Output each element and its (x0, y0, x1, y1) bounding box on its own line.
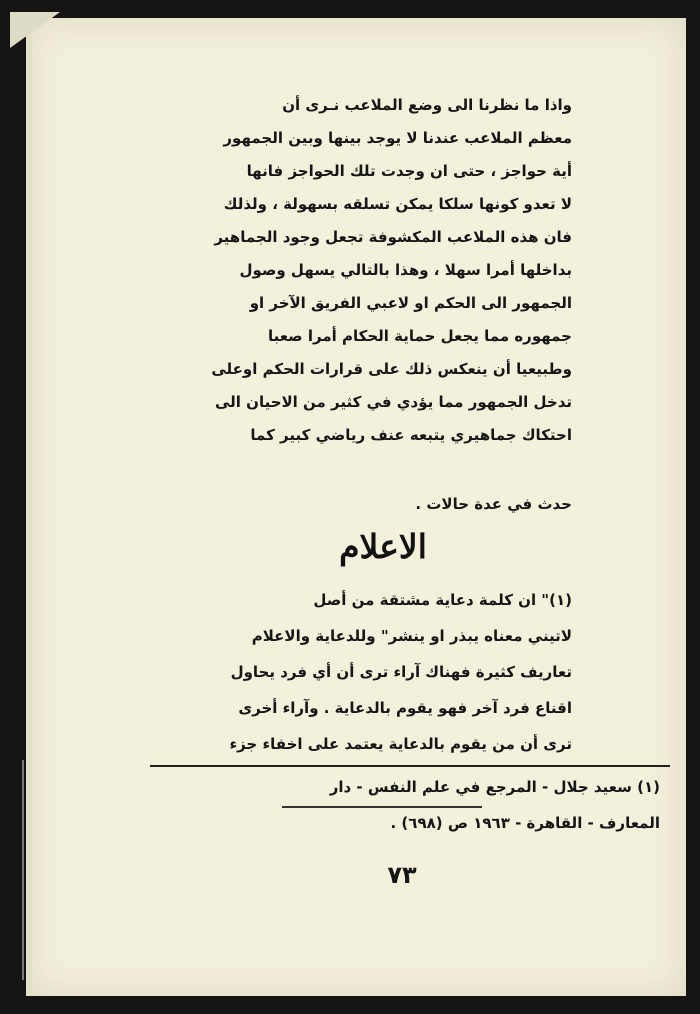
text-line: حدث في عدة حالات . (415, 495, 572, 513)
text-line: بداخلها أمرا سهلا ، وهذا بالتالي يسهل وصول (239, 261, 572, 279)
text-line: الجمهور الى الحكم او لاعبي الفريق الآخر او (249, 294, 572, 312)
text-line: أية حواجز ، حتى ان وجدت تلك الحواجز فانها (246, 162, 572, 180)
text-line: جمهوره مما يجعل حماية الحكام أمرا صعبا (267, 327, 572, 345)
text-line: وطبيعيا أن ينعكس ذلك على قرارات الحكم اوعلى (211, 360, 572, 378)
footnote-divider (150, 765, 670, 767)
text-line: فان هذه الملاعب المكشوفة تجعل وجود الجماهير (214, 228, 572, 246)
binding-line (22, 760, 24, 980)
text-line: لا تعدو كونها سلكا يمكن تسلقه بسهولة ، ولذلك (223, 195, 572, 213)
paragraph-2 (128, 585, 572, 765)
text-line: لاتيني معناه يبذر او ينشر" وللدعاية والاعلام (251, 627, 572, 645)
footnote-underline (282, 806, 482, 808)
footnote-line: (١) سعيد جلال - المرجع في علم النفس - دار (329, 778, 660, 796)
text-line: احتكاك جماهيري يتبعه عنف رياضي كبير كما (250, 426, 572, 444)
text-line: معظم الملاعب عندنا لا يوجد بينها وبين الجمهور (223, 129, 572, 147)
page-number: ٧٣ (387, 861, 417, 889)
text-line: تعاريف كثيرة فهناك آراء ترى أن أي فرد يحاول (230, 663, 572, 681)
paragraph-1 (128, 90, 572, 530)
text-line: اقناع فرد آخر فهو يقوم بالدعاية . وآراء أخرى (238, 699, 572, 717)
text-line: ترى أن من يقوم بالدعاية يعتمد على اخفاء جزء (229, 735, 572, 753)
text-line: تدخل الجمهور مما يؤدي في كثير من الاحيان الى (214, 393, 572, 411)
page-edge (26, 18, 32, 996)
text-line: (١)" ان كلمة دعاية مشتقة من أصل (313, 591, 572, 609)
text-line: واذا ما نظرنا الى وضع الملاعب نـرى أن (282, 96, 572, 114)
section-heading: الاعلام (339, 527, 427, 566)
footnote-line: المعارف - القاهرة - ١٩٦٣ ص (٦٩٨) . (390, 814, 660, 832)
